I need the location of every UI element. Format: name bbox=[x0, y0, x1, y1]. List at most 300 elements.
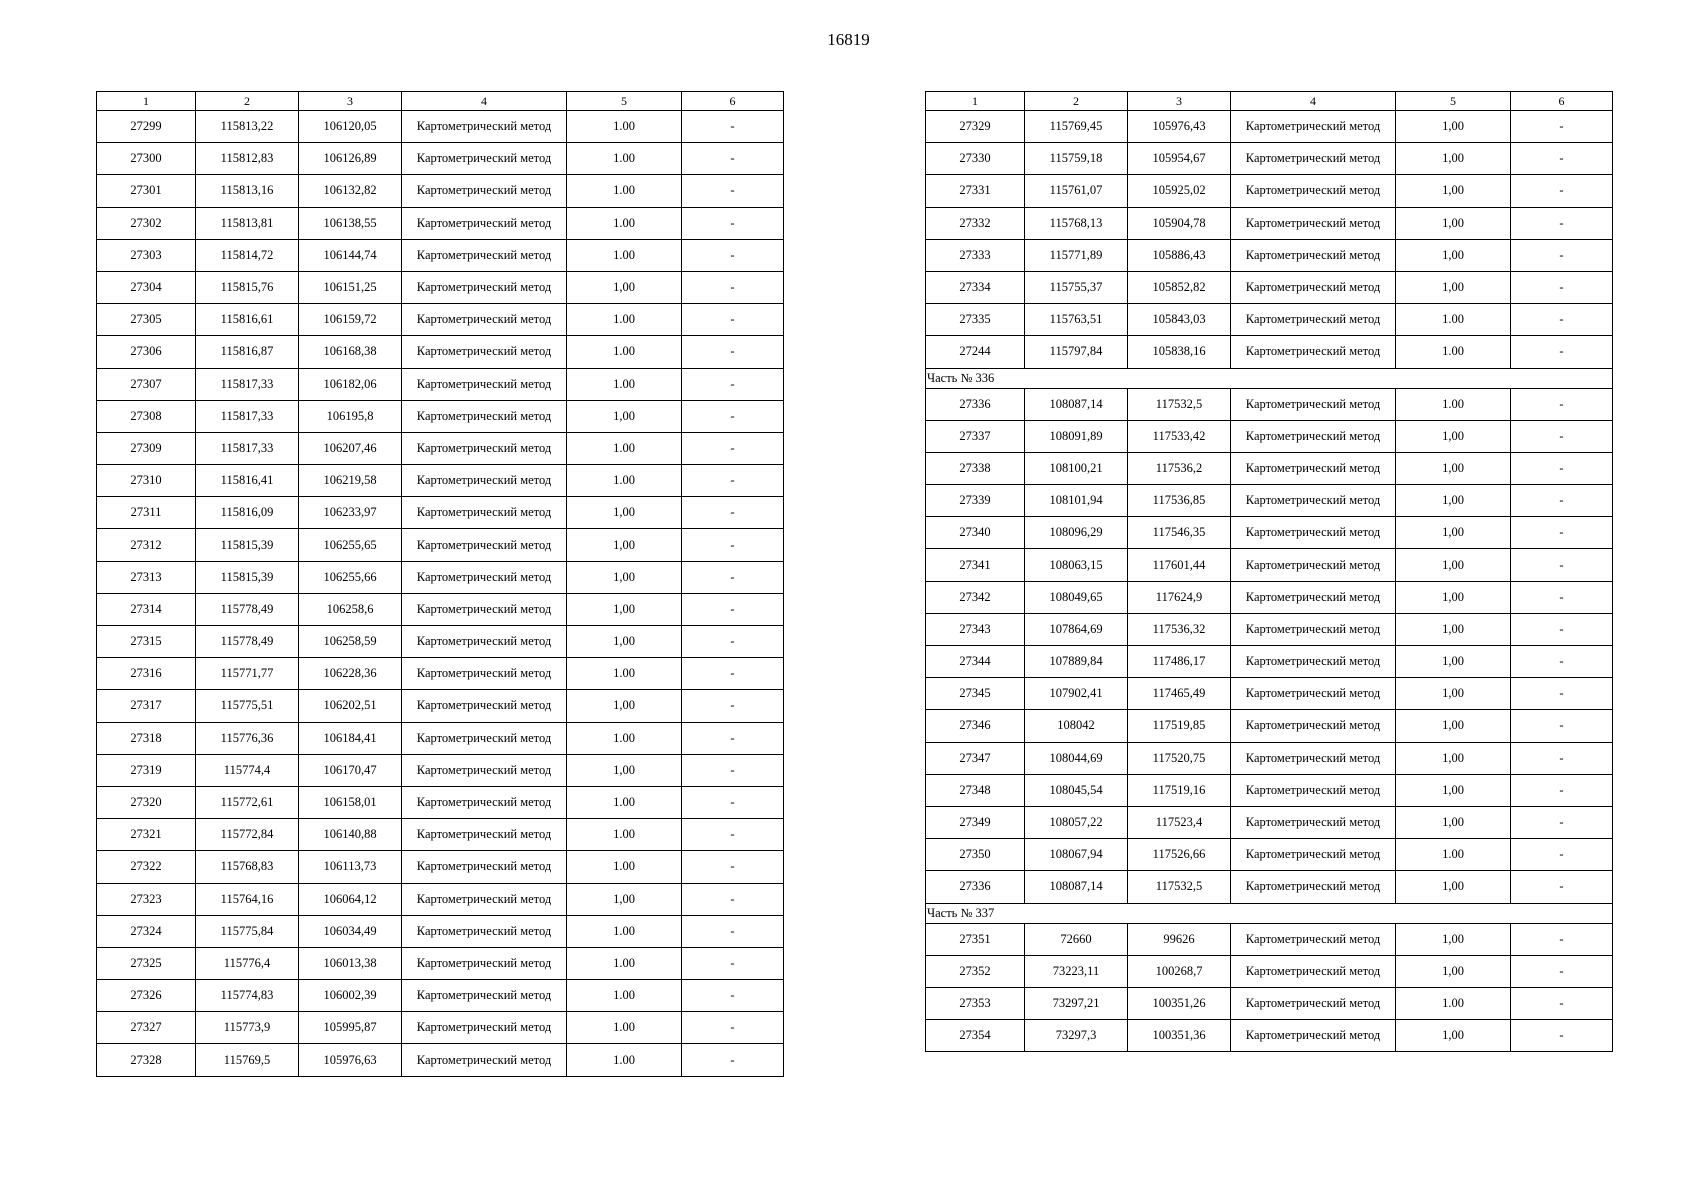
table-row bbox=[926, 304, 1613, 336]
accuracy-cell: 1,00 bbox=[567, 754, 682, 786]
method-cell: Картометрический метод bbox=[402, 239, 567, 271]
y-coordinate-cell: 106195,8 bbox=[299, 400, 402, 432]
column-header: 6 bbox=[1511, 92, 1613, 111]
x-coordinate-cell: 115775,84 bbox=[196, 915, 299, 947]
method-cell: Картометрический метод bbox=[1231, 1020, 1396, 1052]
accuracy-cell: 1,00 bbox=[567, 271, 682, 303]
coordinates-table-left bbox=[96, 91, 784, 1077]
table-row bbox=[926, 239, 1613, 271]
table-row bbox=[926, 742, 1613, 774]
point-number-cell: 27306 bbox=[97, 336, 196, 368]
accuracy-cell: 1.00 bbox=[567, 786, 682, 818]
table-row bbox=[97, 143, 784, 175]
method-cell: Картометрический метод bbox=[1231, 485, 1396, 517]
accuracy-cell: 1.00 bbox=[567, 1012, 682, 1044]
point-number-cell: 27323 bbox=[97, 883, 196, 915]
table-row bbox=[926, 336, 1613, 368]
accuracy-cell: 1,00 bbox=[567, 593, 682, 625]
note-cell: - bbox=[682, 271, 784, 303]
table-row bbox=[97, 432, 784, 464]
x-coordinate-cell: 115769,45 bbox=[1025, 111, 1128, 143]
note-cell: - bbox=[682, 143, 784, 175]
table-row bbox=[97, 851, 784, 883]
point-number-cell: 27318 bbox=[97, 722, 196, 754]
method-cell: Картометрический метод bbox=[1231, 207, 1396, 239]
table-row bbox=[97, 1044, 784, 1076]
table-row bbox=[926, 710, 1613, 742]
x-coordinate-cell: 72660 bbox=[1025, 923, 1128, 955]
column-header: 1 bbox=[97, 92, 196, 111]
method-cell: Картометрический метод bbox=[402, 593, 567, 625]
x-coordinate-cell: 115773,9 bbox=[196, 1012, 299, 1044]
point-number-cell: 27314 bbox=[97, 593, 196, 625]
note-cell: - bbox=[682, 980, 784, 1012]
x-coordinate-cell: 115813,16 bbox=[196, 175, 299, 207]
column-header: 5 bbox=[567, 92, 682, 111]
point-number-cell: 27350 bbox=[926, 839, 1025, 871]
accuracy-cell: 1,00 bbox=[1396, 955, 1511, 987]
y-coordinate-cell: 106170,47 bbox=[299, 754, 402, 786]
x-coordinate-cell: 115774,83 bbox=[196, 980, 299, 1012]
table-row bbox=[926, 271, 1613, 303]
note-cell: - bbox=[682, 529, 784, 561]
note-cell: - bbox=[1511, 304, 1613, 336]
method-cell: Картометрический метод bbox=[402, 915, 567, 947]
y-coordinate-cell: 106138,55 bbox=[299, 207, 402, 239]
x-coordinate-cell: 115761,07 bbox=[1025, 175, 1128, 207]
point-number-cell: 27302 bbox=[97, 207, 196, 239]
accuracy-cell: 1,00 bbox=[1396, 452, 1511, 484]
table-row bbox=[97, 207, 784, 239]
method-cell: Картометрический метод bbox=[402, 529, 567, 561]
note-cell: - bbox=[682, 432, 784, 464]
table-row bbox=[926, 646, 1613, 678]
point-number-cell: 27322 bbox=[97, 851, 196, 883]
table-row bbox=[97, 947, 784, 979]
method-cell: Картометрический метод bbox=[1231, 839, 1396, 871]
point-number-cell: 27345 bbox=[926, 678, 1025, 710]
y-coordinate-cell: 100351,26 bbox=[1128, 987, 1231, 1019]
x-coordinate-cell: 107864,69 bbox=[1025, 613, 1128, 645]
point-number-cell: 27319 bbox=[97, 754, 196, 786]
point-number-cell: 27347 bbox=[926, 742, 1025, 774]
method-cell: Картометрический метод bbox=[402, 207, 567, 239]
point-number-cell: 27339 bbox=[926, 485, 1025, 517]
y-coordinate-cell: 106126,89 bbox=[299, 143, 402, 175]
x-coordinate-cell: 107902,41 bbox=[1025, 678, 1128, 710]
note-cell: - bbox=[682, 207, 784, 239]
x-coordinate-cell: 115775,51 bbox=[196, 690, 299, 722]
note-cell: - bbox=[1511, 388, 1613, 420]
x-coordinate-cell: 115763,51 bbox=[1025, 304, 1128, 336]
point-number-cell: 27332 bbox=[926, 207, 1025, 239]
y-coordinate-cell: 106120,05 bbox=[299, 111, 402, 143]
note-cell: - bbox=[1511, 420, 1613, 452]
x-coordinate-cell: 115768,13 bbox=[1025, 207, 1128, 239]
method-cell: Картометрический метод bbox=[1231, 549, 1396, 581]
x-coordinate-cell: 115815,39 bbox=[196, 561, 299, 593]
point-number-cell: 27340 bbox=[926, 517, 1025, 549]
note-cell: - bbox=[682, 465, 784, 497]
method-cell: Картометрический метод bbox=[402, 336, 567, 368]
note-cell: - bbox=[682, 1044, 784, 1076]
method-cell: Картометрический метод bbox=[1231, 420, 1396, 452]
method-cell: Картометрический метод bbox=[402, 271, 567, 303]
x-coordinate-cell: 115813,22 bbox=[196, 111, 299, 143]
note-cell: - bbox=[1511, 871, 1613, 903]
y-coordinate-cell: 106207,46 bbox=[299, 432, 402, 464]
accuracy-cell: 1.00 bbox=[1396, 304, 1511, 336]
accuracy-cell: 1.00 bbox=[567, 207, 682, 239]
x-coordinate-cell: 115816,41 bbox=[196, 465, 299, 497]
y-coordinate-cell: 106258,6 bbox=[299, 593, 402, 625]
part-caption-row bbox=[926, 903, 1613, 923]
accuracy-cell: 1.00 bbox=[567, 980, 682, 1012]
method-cell: Картометрический метод bbox=[402, 658, 567, 690]
note-cell: - bbox=[682, 915, 784, 947]
note-cell: - bbox=[1511, 923, 1613, 955]
point-number-cell: 27326 bbox=[97, 980, 196, 1012]
method-cell: Картометрический метод bbox=[402, 690, 567, 722]
accuracy-cell: 1,00 bbox=[1396, 207, 1511, 239]
note-cell: - bbox=[682, 561, 784, 593]
table-row bbox=[97, 561, 784, 593]
table-row bbox=[97, 368, 784, 400]
point-number-cell: 27333 bbox=[926, 239, 1025, 271]
table-body-left bbox=[97, 111, 784, 1077]
note-cell: - bbox=[1511, 613, 1613, 645]
x-coordinate-cell: 115769,5 bbox=[196, 1044, 299, 1076]
accuracy-cell: 1,00 bbox=[567, 561, 682, 593]
x-coordinate-cell: 108101,94 bbox=[1025, 485, 1128, 517]
note-cell: - bbox=[682, 819, 784, 851]
method-cell: Картометрический метод bbox=[1231, 710, 1396, 742]
point-number-cell: 27353 bbox=[926, 987, 1025, 1019]
method-cell: Картометрический метод bbox=[1231, 239, 1396, 271]
y-coordinate-cell: 105838,16 bbox=[1128, 336, 1231, 368]
point-number-cell: 27330 bbox=[926, 143, 1025, 175]
accuracy-cell: 1.00 bbox=[567, 304, 682, 336]
method-cell: Картометрический метод bbox=[1231, 175, 1396, 207]
point-number-cell: 27324 bbox=[97, 915, 196, 947]
method-cell: Картометрический метод bbox=[1231, 271, 1396, 303]
accuracy-cell: 1,00 bbox=[1396, 420, 1511, 452]
y-coordinate-cell: 106034,49 bbox=[299, 915, 402, 947]
x-coordinate-cell: 108049,65 bbox=[1025, 581, 1128, 613]
column-header: 2 bbox=[1025, 92, 1128, 111]
method-cell: Картометрический метод bbox=[402, 819, 567, 851]
y-coordinate-cell: 117526,66 bbox=[1128, 839, 1231, 871]
y-coordinate-cell: 106132,82 bbox=[299, 175, 402, 207]
method-cell: Картометрический метод bbox=[1231, 678, 1396, 710]
note-cell: - bbox=[1511, 581, 1613, 613]
accuracy-cell: 1.00 bbox=[567, 432, 682, 464]
table-row bbox=[97, 915, 784, 947]
accuracy-cell: 1,00 bbox=[1396, 143, 1511, 175]
x-coordinate-cell: 108042 bbox=[1025, 710, 1128, 742]
table-row bbox=[97, 239, 784, 271]
note-cell: - bbox=[1511, 987, 1613, 1019]
point-number-cell: 27320 bbox=[97, 786, 196, 818]
method-cell: Картометрический метод bbox=[1231, 774, 1396, 806]
accuracy-cell: 1.00 bbox=[567, 1044, 682, 1076]
y-coordinate-cell: 106233,97 bbox=[299, 497, 402, 529]
table-row bbox=[926, 517, 1613, 549]
note-cell: - bbox=[682, 1012, 784, 1044]
accuracy-cell: 1,00 bbox=[567, 626, 682, 658]
note-cell: - bbox=[682, 497, 784, 529]
point-number-cell: 27299 bbox=[97, 111, 196, 143]
accuracy-cell: 1.00 bbox=[567, 175, 682, 207]
method-cell: Картометрический метод bbox=[1231, 806, 1396, 838]
x-coordinate-cell: 108100,21 bbox=[1025, 452, 1128, 484]
accuracy-cell: 1,00 bbox=[567, 529, 682, 561]
y-coordinate-cell: 117520,75 bbox=[1128, 742, 1231, 774]
y-coordinate-cell: 106202,51 bbox=[299, 690, 402, 722]
note-cell: - bbox=[682, 851, 784, 883]
table-row bbox=[926, 549, 1613, 581]
part-caption: Часть № 336 bbox=[926, 368, 1613, 388]
x-coordinate-cell: 115778,49 bbox=[196, 626, 299, 658]
column-header: 3 bbox=[1128, 92, 1231, 111]
table-row bbox=[926, 987, 1613, 1019]
column-header: 2 bbox=[196, 92, 299, 111]
note-cell: - bbox=[682, 626, 784, 658]
table-row bbox=[97, 175, 784, 207]
accuracy-cell: 1,00 bbox=[1396, 613, 1511, 645]
point-number-cell: 27354 bbox=[926, 1020, 1025, 1052]
y-coordinate-cell: 105904,78 bbox=[1128, 207, 1231, 239]
note-cell: - bbox=[1511, 452, 1613, 484]
note-cell: - bbox=[1511, 271, 1613, 303]
table-row bbox=[97, 1012, 784, 1044]
method-cell: Картометрический метод bbox=[1231, 304, 1396, 336]
y-coordinate-cell: 106144,74 bbox=[299, 239, 402, 271]
note-cell: - bbox=[1511, 774, 1613, 806]
y-coordinate-cell: 106113,73 bbox=[299, 851, 402, 883]
method-cell: Картометрический метод bbox=[402, 143, 567, 175]
note-cell: - bbox=[682, 368, 784, 400]
method-cell: Картометрический метод bbox=[402, 432, 567, 464]
note-cell: - bbox=[1511, 111, 1613, 143]
note-cell: - bbox=[1511, 710, 1613, 742]
x-coordinate-cell: 115817,33 bbox=[196, 432, 299, 464]
point-number-cell: 27301 bbox=[97, 175, 196, 207]
accuracy-cell: 1.00 bbox=[567, 722, 682, 754]
accuracy-cell: 1.00 bbox=[1396, 839, 1511, 871]
note-cell: - bbox=[1511, 336, 1613, 368]
method-cell: Картометрический метод bbox=[1231, 111, 1396, 143]
note-cell: - bbox=[1511, 646, 1613, 678]
method-cell: Картометрический метод bbox=[1231, 388, 1396, 420]
method-cell: Картометрический метод bbox=[402, 1012, 567, 1044]
note-cell: - bbox=[682, 658, 784, 690]
table-row bbox=[97, 980, 784, 1012]
y-coordinate-cell: 106184,41 bbox=[299, 722, 402, 754]
method-cell: Картометрический метод bbox=[402, 851, 567, 883]
note-cell: - bbox=[1511, 239, 1613, 271]
table-row bbox=[926, 175, 1613, 207]
y-coordinate-cell: 106219,58 bbox=[299, 465, 402, 497]
method-cell: Картометрический метод bbox=[402, 561, 567, 593]
y-coordinate-cell: 117546,35 bbox=[1128, 517, 1231, 549]
y-coordinate-cell: 117536,32 bbox=[1128, 613, 1231, 645]
accuracy-cell: 1.00 bbox=[567, 465, 682, 497]
x-coordinate-cell: 115816,61 bbox=[196, 304, 299, 336]
x-coordinate-cell: 108091,89 bbox=[1025, 420, 1128, 452]
method-cell: Картометрический метод bbox=[402, 304, 567, 336]
y-coordinate-cell: 117523,4 bbox=[1128, 806, 1231, 838]
method-cell: Картометрический метод bbox=[1231, 336, 1396, 368]
x-coordinate-cell: 115778,49 bbox=[196, 593, 299, 625]
column-header: 6 bbox=[682, 92, 784, 111]
accuracy-cell: 1.00 bbox=[1396, 388, 1511, 420]
method-cell: Картометрический метод bbox=[1231, 987, 1396, 1019]
x-coordinate-cell: 115759,18 bbox=[1025, 143, 1128, 175]
table-row bbox=[926, 452, 1613, 484]
point-number-cell: 27305 bbox=[97, 304, 196, 336]
y-coordinate-cell: 117465,49 bbox=[1128, 678, 1231, 710]
x-coordinate-cell: 108096,29 bbox=[1025, 517, 1128, 549]
y-coordinate-cell: 100268,7 bbox=[1128, 955, 1231, 987]
accuracy-cell: 1.00 bbox=[567, 658, 682, 690]
x-coordinate-cell: 108063,15 bbox=[1025, 549, 1128, 581]
point-number-cell: 27337 bbox=[926, 420, 1025, 452]
y-coordinate-cell: 106064,12 bbox=[299, 883, 402, 915]
table-row bbox=[97, 883, 784, 915]
y-coordinate-cell: 99626 bbox=[1128, 923, 1231, 955]
table-header-row bbox=[97, 92, 784, 111]
method-cell: Картометрический метод bbox=[402, 400, 567, 432]
accuracy-cell: 1,00 bbox=[1396, 710, 1511, 742]
y-coordinate-cell: 117532,5 bbox=[1128, 388, 1231, 420]
point-number-cell: 27325 bbox=[97, 947, 196, 979]
point-number-cell: 27300 bbox=[97, 143, 196, 175]
table-row bbox=[926, 678, 1613, 710]
table-row bbox=[926, 871, 1613, 903]
page-number: 16819 bbox=[827, 30, 870, 49]
accuracy-cell: 1,00 bbox=[1396, 774, 1511, 806]
table-row bbox=[926, 111, 1613, 143]
method-cell: Картометрический метод bbox=[402, 786, 567, 818]
accuracy-cell: 1.00 bbox=[567, 819, 682, 851]
table-row bbox=[97, 400, 784, 432]
x-coordinate-cell: 115771,77 bbox=[196, 658, 299, 690]
accuracy-cell: 1,00 bbox=[1396, 806, 1511, 838]
y-coordinate-cell: 105886,43 bbox=[1128, 239, 1231, 271]
method-cell: Картометрический метод bbox=[1231, 613, 1396, 645]
point-number-cell: 27349 bbox=[926, 806, 1025, 838]
y-coordinate-cell: 105843,03 bbox=[1128, 304, 1231, 336]
table-row bbox=[926, 839, 1613, 871]
y-coordinate-cell: 105925,02 bbox=[1128, 175, 1231, 207]
point-number-cell: 27244 bbox=[926, 336, 1025, 368]
table-row bbox=[926, 806, 1613, 838]
x-coordinate-cell: 115817,33 bbox=[196, 400, 299, 432]
point-number-cell: 27334 bbox=[926, 271, 1025, 303]
table-row bbox=[926, 485, 1613, 517]
table-row bbox=[926, 207, 1613, 239]
method-cell: Картометрический метод bbox=[402, 754, 567, 786]
accuracy-cell: 1,00 bbox=[567, 690, 682, 722]
table-row bbox=[97, 626, 784, 658]
method-cell: Картометрический метод bbox=[402, 1044, 567, 1076]
point-number-cell: 27338 bbox=[926, 452, 1025, 484]
note-cell: - bbox=[682, 239, 784, 271]
table-row bbox=[926, 774, 1613, 806]
accuracy-cell: 1,00 bbox=[567, 400, 682, 432]
point-number-cell: 27317 bbox=[97, 690, 196, 722]
table-row bbox=[97, 497, 784, 529]
note-cell: - bbox=[682, 754, 784, 786]
accuracy-cell: 1.00 bbox=[567, 947, 682, 979]
accuracy-cell: 1.00 bbox=[1396, 987, 1511, 1019]
table-row bbox=[926, 923, 1613, 955]
point-number-cell: 27311 bbox=[97, 497, 196, 529]
note-cell: - bbox=[682, 400, 784, 432]
point-number-cell: 27315 bbox=[97, 626, 196, 658]
point-number-cell: 27304 bbox=[97, 271, 196, 303]
accuracy-cell: 1.00 bbox=[567, 336, 682, 368]
table-row bbox=[97, 690, 784, 722]
accuracy-cell: 1,00 bbox=[1396, 111, 1511, 143]
y-coordinate-cell: 106255,65 bbox=[299, 529, 402, 561]
method-cell: Картометрический метод bbox=[1231, 517, 1396, 549]
y-coordinate-cell: 106228,36 bbox=[299, 658, 402, 690]
accuracy-cell: 1.00 bbox=[567, 111, 682, 143]
point-number-cell: 27352 bbox=[926, 955, 1025, 987]
point-number-cell: 27321 bbox=[97, 819, 196, 851]
table-row bbox=[97, 722, 784, 754]
note-cell: - bbox=[1511, 175, 1613, 207]
column-header: 3 bbox=[299, 92, 402, 111]
note-cell: - bbox=[682, 593, 784, 625]
point-number-cell: 27336 bbox=[926, 871, 1025, 903]
accuracy-cell: 1,00 bbox=[1396, 871, 1511, 903]
y-coordinate-cell: 106013,38 bbox=[299, 947, 402, 979]
y-coordinate-cell: 106140,88 bbox=[299, 819, 402, 851]
x-coordinate-cell: 115797,84 bbox=[1025, 336, 1128, 368]
column-header: 4 bbox=[402, 92, 567, 111]
y-coordinate-cell: 106168,38 bbox=[299, 336, 402, 368]
note-cell: - bbox=[1511, 207, 1613, 239]
x-coordinate-cell: 115772,61 bbox=[196, 786, 299, 818]
x-coordinate-cell: 108087,14 bbox=[1025, 388, 1128, 420]
note-cell: - bbox=[682, 722, 784, 754]
accuracy-cell: 1,00 bbox=[567, 497, 682, 529]
accuracy-cell: 1.00 bbox=[567, 915, 682, 947]
note-cell: - bbox=[1511, 839, 1613, 871]
accuracy-cell: 1,00 bbox=[567, 883, 682, 915]
y-coordinate-cell: 117536,2 bbox=[1128, 452, 1231, 484]
note-cell: - bbox=[1511, 1020, 1613, 1052]
table-header-row bbox=[926, 92, 1613, 111]
point-number-cell: 27342 bbox=[926, 581, 1025, 613]
table-row bbox=[97, 786, 784, 818]
y-coordinate-cell: 117519,16 bbox=[1128, 774, 1231, 806]
y-coordinate-cell: 117486,17 bbox=[1128, 646, 1231, 678]
point-number-cell: 27335 bbox=[926, 304, 1025, 336]
y-coordinate-cell: 106255,66 bbox=[299, 561, 402, 593]
accuracy-cell: 1.00 bbox=[1396, 336, 1511, 368]
note-cell: - bbox=[682, 304, 784, 336]
accuracy-cell: 1,00 bbox=[1396, 517, 1511, 549]
y-coordinate-cell: 105976,43 bbox=[1128, 111, 1231, 143]
y-coordinate-cell: 117601,44 bbox=[1128, 549, 1231, 581]
y-coordinate-cell: 100351,36 bbox=[1128, 1020, 1231, 1052]
method-cell: Картометрический метод bbox=[1231, 646, 1396, 678]
method-cell: Картометрический метод bbox=[402, 175, 567, 207]
